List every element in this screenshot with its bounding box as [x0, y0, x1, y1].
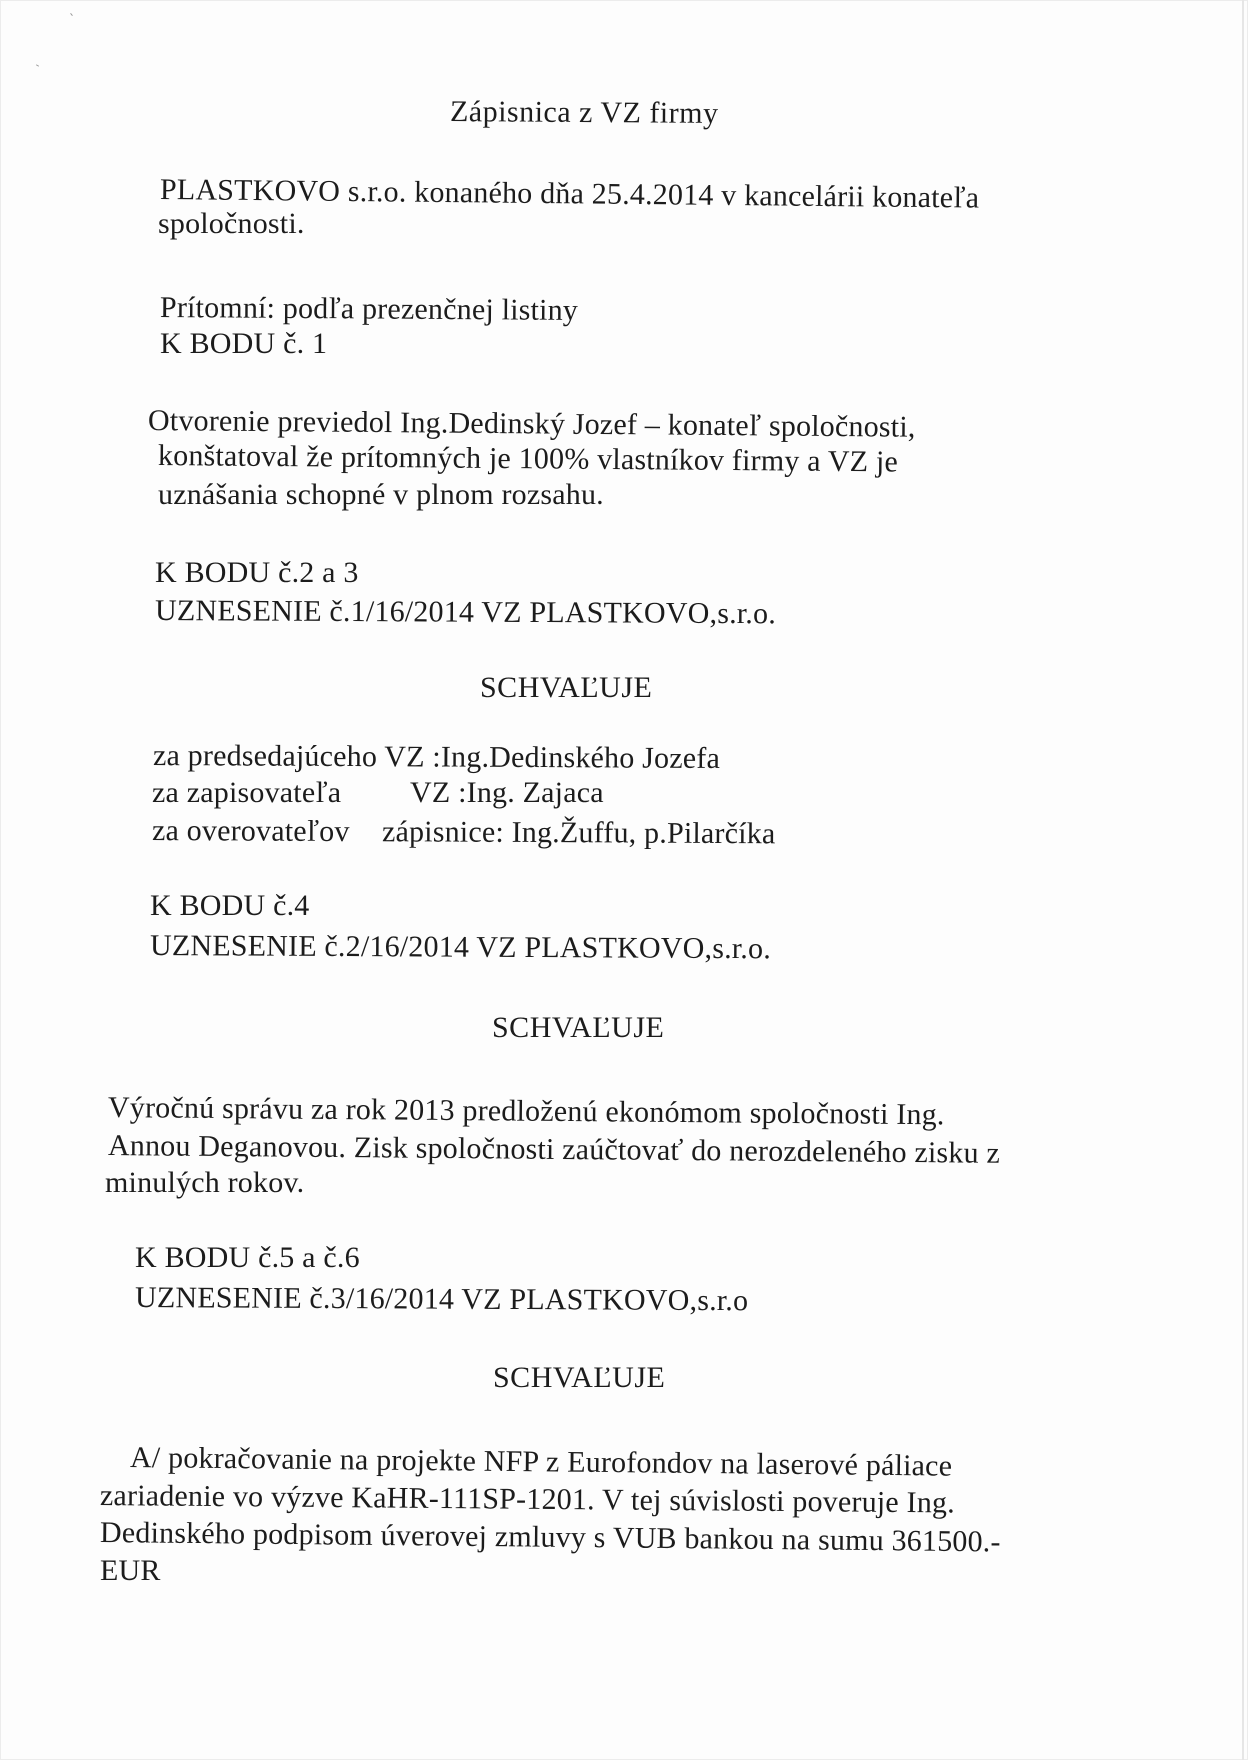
point2-approves: SCHVAĽUJE: [480, 671, 653, 704]
point5-text-line-3: Dedinského podpisom úverovej zmluvy s VUB bankou na sumu 361500.-: [99, 1516, 1001, 1559]
point2-item-1: [153, 738, 720, 777]
document-title: Zápisnica z VZ firmy: [449, 95, 719, 130]
point4-header: K BODU č.4: [150, 889, 310, 922]
point5-text-line-2: zariadenie vo výzve KaHR-111SP-1201. V tej súvislosti poveruje Ing.: [99, 1479, 956, 1520]
point2-header: K BODU č.2 a 3: [155, 556, 359, 589]
point5-resolution: UZNESENIE č.3/16/2014 VZ PLASTKOVO,s.r.o: [134, 1281, 749, 1318]
point5-header: K BODU č.5 a č.6: [135, 1241, 360, 1274]
point2-item-2-value: VZ :Ing. Zajaca: [410, 776, 604, 809]
intro-line-1: PLASTKOVO s.r.o. konaného dňa 25.4.2014 v kancelárii konateľa: [159, 173, 980, 215]
point1-text-line-1: Otvorenie previedol Ing.Dedinský Jozef – konateľ spoločnosti,: [147, 404, 916, 444]
point1-text-line-2: konštatoval že prítomných je 100% vlastníkov firmy a VZ je: [157, 439, 899, 479]
point5-approves: SCHVAĽUJE: [493, 1361, 666, 1394]
point2-item-1-value: Ing.Dedinského Jozefa: [440, 740, 721, 775]
point2-item-2-label: za zapisovateľa: [152, 776, 342, 809]
present-line: Prítomní: podľa prezenčnej listiny: [159, 291, 579, 327]
point4-text-line-1: Výročnú správu za rok 2013 predloženú ekonómom spoločnosti Ing.: [107, 1091, 945, 1132]
point2-item-3: [152, 813, 776, 852]
point5-text-line-1: A/ pokračovanie na projekte NFP z Eurofondov na laserové páliace: [129, 1441, 953, 1483]
scan-speck: [70, 13, 73, 16]
point2-item-3-value: zápisnice: Ing.Žuffu, p.Pilarčíka: [381, 815, 776, 851]
scan-speck: [36, 64, 39, 66]
point4-text-line-2: Annou Deganovou. Zisk spoločnosti zaúčtovať do nerozdeleného zisku z: [107, 1129, 1001, 1170]
scan-edge: [1242, 0, 1244, 1760]
point4-resolution: UZNESENIE č.2/16/2014 VZ PLASTKOVO,s.r.o.: [149, 929, 772, 966]
point2-item-1-label: za predsedajúceho VZ :: [152, 739, 441, 774]
point2-item-3-label: za overovateľov: [151, 814, 350, 849]
point1-text-line-3: uznášania schopné v plnom rozsahu.: [158, 478, 604, 511]
point5-text-line-4: EUR: [100, 1554, 161, 1587]
point4-approves: SCHVAĽUJE: [492, 1011, 665, 1044]
point4-text-line-3: minulých rokov.: [105, 1166, 305, 1199]
point2-item-2: [152, 775, 604, 811]
intro-line-2: spoločnosti.: [158, 207, 305, 240]
point1-header: K BODU č. 1: [160, 327, 328, 360]
point2-resolution: UZNESENIE č.1/16/2014 VZ PLASTKOVO,s.r.o.: [154, 594, 777, 631]
